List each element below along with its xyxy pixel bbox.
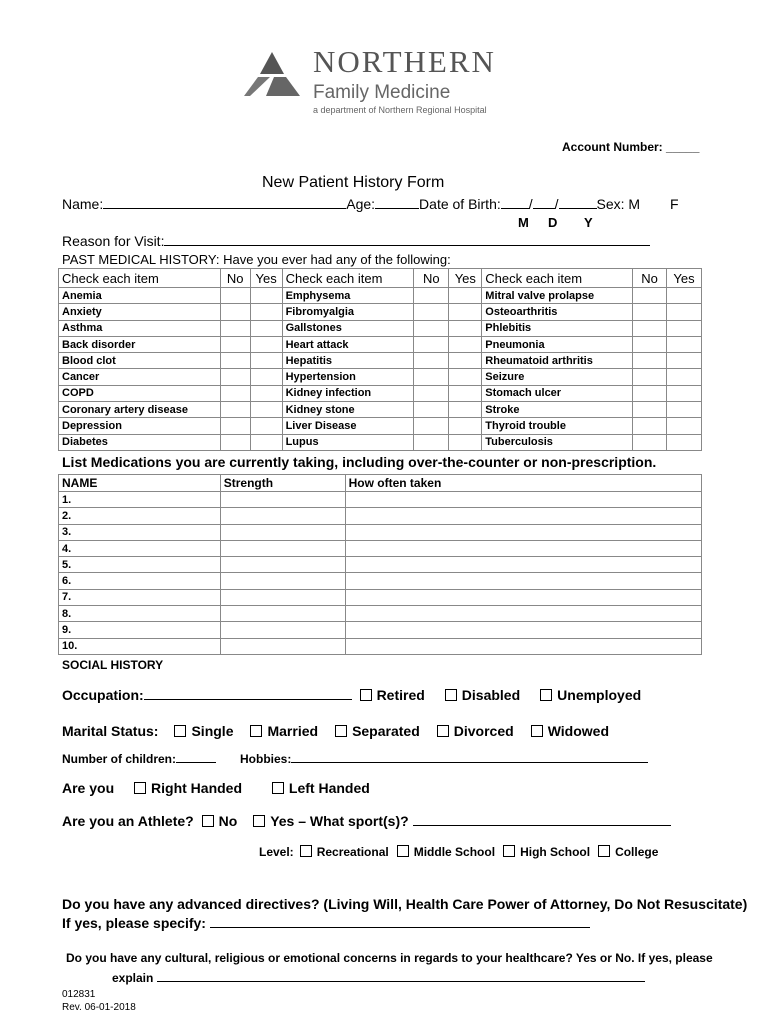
directives-question: Do you have any advanced directives? (Living Will, Health Care Power of Attorney, Do Not Resuscitate) xyxy=(62,896,748,912)
history-row xyxy=(59,288,702,304)
condition-no-cell[interactable] xyxy=(633,402,667,418)
medication-often-cell[interactable] xyxy=(345,508,701,524)
condition-yes-cell[interactable] xyxy=(449,353,482,369)
level-option[interactable] xyxy=(300,845,389,859)
dob-month-hint: M xyxy=(518,215,529,230)
history-row xyxy=(59,369,702,385)
condition-no-cell[interactable] xyxy=(220,336,250,352)
name-label: Name: xyxy=(62,196,104,212)
condition-no-cell[interactable] xyxy=(414,369,449,385)
checkbox-icon[interactable] xyxy=(253,815,265,827)
history-row xyxy=(59,320,702,336)
condition-yes-cell[interactable] xyxy=(250,369,282,385)
brand-department: a department of Northern Regional Hospital xyxy=(313,105,487,115)
condition-yes-cell[interactable] xyxy=(666,320,701,336)
col-header-yes: Yes xyxy=(666,269,701,288)
condition-label: Stroke xyxy=(482,402,633,418)
col-header-item: Check each item xyxy=(282,269,414,288)
option-label: High School xyxy=(520,845,591,859)
condition-no-cell[interactable] xyxy=(414,353,449,369)
medication-often-cell[interactable] xyxy=(345,622,701,638)
condition-label: Diabetes xyxy=(59,434,221,450)
brand-subtitle: Family Medicine xyxy=(313,82,451,103)
medication-name-cell[interactable]: 10. xyxy=(59,638,221,654)
condition-label: COPD xyxy=(59,385,221,401)
condition-yes-cell[interactable] xyxy=(666,385,701,401)
medications-heading: List Medications you are currently taking, including over-the-counter or non-prescription. xyxy=(62,454,657,470)
age-field[interactable] xyxy=(375,196,419,209)
condition-label: Phlebitis xyxy=(482,320,633,336)
directives-ifyes-row xyxy=(62,915,590,931)
medication-name-cell[interactable]: 6. xyxy=(59,573,221,589)
col-header-yes: Yes xyxy=(449,269,482,288)
medication-row xyxy=(59,589,702,605)
condition-label: Seizure xyxy=(482,369,633,385)
hobbies-field[interactable] xyxy=(291,750,648,763)
medication-often-cell[interactable] xyxy=(345,557,701,573)
condition-label: Heart attack xyxy=(282,336,414,352)
checkbox-icon[interactable] xyxy=(202,815,214,827)
left-handed-option[interactable] xyxy=(272,780,370,796)
condition-yes-cell[interactable] xyxy=(250,385,282,401)
medication-name-cell[interactable]: 4. xyxy=(59,540,221,556)
condition-no-cell[interactable] xyxy=(414,336,449,352)
concerns-explain-label: explain xyxy=(112,971,154,985)
marital-label: Marital Status: xyxy=(62,723,159,739)
reason-label: Reason for Visit: xyxy=(62,233,165,249)
condition-label: Pneumonia xyxy=(482,336,633,352)
medication-row xyxy=(59,638,702,654)
right-handed-option[interactable] xyxy=(134,780,242,796)
history-row xyxy=(59,353,702,369)
condition-no-cell[interactable] xyxy=(414,304,449,320)
medication-row xyxy=(59,573,702,589)
athlete-no-option[interactable] xyxy=(202,813,238,829)
condition-no-cell[interactable] xyxy=(220,369,250,385)
medication-often-cell[interactable] xyxy=(345,492,701,508)
level-option[interactable] xyxy=(503,845,590,859)
condition-no-cell[interactable] xyxy=(220,418,250,434)
condition-no-cell[interactable] xyxy=(220,434,250,450)
medication-strength-cell[interactable] xyxy=(220,557,345,573)
col-header-no: No xyxy=(220,269,250,288)
revision-date: Rev. 06-01-2018 xyxy=(62,1002,136,1013)
marital-option[interactable] xyxy=(174,723,233,739)
condition-no-cell[interactable] xyxy=(414,418,449,434)
account-label: Account Number: xyxy=(562,140,663,154)
condition-no-cell[interactable] xyxy=(414,434,449,450)
condition-yes-cell[interactable] xyxy=(250,402,282,418)
condition-label: Lupus xyxy=(282,434,414,450)
condition-yes-cell[interactable] xyxy=(449,336,482,352)
medication-often-cell[interactable] xyxy=(345,573,701,589)
medication-row xyxy=(59,492,702,508)
dob-month-field[interactable] xyxy=(501,196,529,209)
medication-often-cell[interactable] xyxy=(345,638,701,654)
hobbies-label: Hobbies: xyxy=(240,752,292,766)
option-label: Widowed xyxy=(547,723,609,739)
level-label: Level: xyxy=(259,845,294,859)
medication-strength-cell[interactable] xyxy=(220,638,345,654)
history-row xyxy=(59,385,702,401)
checkbox-icon[interactable] xyxy=(540,689,552,701)
marital-option[interactable] xyxy=(335,723,420,739)
history-heading: PAST MEDICAL HISTORY: Have you ever had any of the following: xyxy=(62,252,451,267)
option-label: Married xyxy=(267,723,319,739)
condition-no-cell[interactable] xyxy=(414,385,449,401)
condition-no-cell[interactable] xyxy=(220,353,250,369)
col-header-often: How often taken xyxy=(345,475,701,492)
sport-field[interactable] xyxy=(413,813,671,826)
condition-yes-cell[interactable] xyxy=(449,369,482,385)
medication-strength-cell[interactable] xyxy=(220,540,345,556)
concerns-field[interactable] xyxy=(157,969,645,982)
children-row xyxy=(62,750,648,766)
children-field[interactable] xyxy=(176,750,216,763)
condition-yes-cell[interactable] xyxy=(666,418,701,434)
concerns-explain-row xyxy=(112,969,645,985)
level-option[interactable] xyxy=(397,845,495,859)
condition-label: Hepatitis xyxy=(282,353,414,369)
occupation-option[interactable] xyxy=(360,687,425,703)
medication-name-cell[interactable]: 3. xyxy=(59,524,221,540)
option-label: Disabled xyxy=(461,687,521,703)
reason-field[interactable] xyxy=(164,233,650,246)
marital-option[interactable] xyxy=(531,723,609,739)
condition-label: Mitral valve prolapse xyxy=(482,288,633,304)
medication-name-cell[interactable]: 8. xyxy=(59,606,221,622)
condition-no-cell[interactable] xyxy=(633,434,667,450)
medication-row xyxy=(59,622,702,638)
handed-row xyxy=(62,780,392,796)
condition-yes-cell[interactable] xyxy=(666,336,701,352)
condition-yes-cell[interactable] xyxy=(449,418,482,434)
form-code: 012831 xyxy=(62,989,96,1000)
condition-no-cell[interactable] xyxy=(220,385,250,401)
condition-label: Hypertension xyxy=(282,369,414,385)
condition-yes-cell[interactable] xyxy=(449,434,482,450)
occupation-option[interactable] xyxy=(445,687,520,703)
dob-day-hint: D xyxy=(548,215,558,230)
form-title: New Patient History Form xyxy=(262,174,445,191)
condition-label: Depression xyxy=(59,418,221,434)
history-row xyxy=(59,304,702,320)
option-label: Recreational xyxy=(316,845,389,859)
sex-label[interactable]: Sex: M xyxy=(596,196,641,212)
condition-label: Thyroid trouble xyxy=(482,418,633,434)
medication-row xyxy=(59,524,702,540)
medication-name-cell[interactable]: 1. xyxy=(59,492,221,508)
occupation-field[interactable] xyxy=(144,687,352,700)
col-header-no: No xyxy=(633,269,667,288)
condition-yes-cell[interactable] xyxy=(666,353,701,369)
medication-strength-cell[interactable] xyxy=(220,606,345,622)
condition-yes-cell[interactable] xyxy=(666,402,701,418)
medication-often-cell[interactable] xyxy=(345,589,701,605)
athlete-yes-option[interactable] xyxy=(253,813,408,829)
condition-label: Gallstones xyxy=(282,320,414,336)
medication-strength-cell[interactable] xyxy=(220,589,345,605)
checkbox-icon[interactable] xyxy=(272,782,284,794)
dob-slash: / xyxy=(554,196,559,212)
col-header-name: NAME xyxy=(59,475,221,492)
condition-no-cell[interactable] xyxy=(633,418,667,434)
dob-year-hint: Y xyxy=(584,215,593,230)
account-field[interactable]: _____ xyxy=(666,140,700,154)
col-header-no: No xyxy=(414,269,449,288)
condition-no-cell[interactable] xyxy=(633,385,667,401)
checkbox-icon[interactable] xyxy=(174,725,186,737)
condition-yes-cell[interactable] xyxy=(449,288,482,304)
history-row xyxy=(59,418,702,434)
condition-yes-cell[interactable] xyxy=(250,320,282,336)
marital-option[interactable] xyxy=(437,723,514,739)
condition-label: Blood clot xyxy=(59,353,221,369)
option-label: No xyxy=(218,813,238,829)
condition-yes-cell[interactable] xyxy=(250,304,282,320)
condition-label: Anxiety xyxy=(59,304,221,320)
col-header-yes: Yes xyxy=(250,269,282,288)
condition-no-cell[interactable] xyxy=(414,320,449,336)
col-header-item: Check each item xyxy=(59,269,221,288)
reason-row xyxy=(62,233,650,249)
handed-label: Are you xyxy=(62,780,115,796)
marital-option[interactable] xyxy=(250,723,318,739)
condition-yes-cell[interactable] xyxy=(449,385,482,401)
condition-yes-cell[interactable] xyxy=(666,304,701,320)
level-option[interactable] xyxy=(598,845,658,859)
medication-strength-cell[interactable] xyxy=(220,492,345,508)
condition-yes-cell[interactable] xyxy=(449,304,482,320)
condition-label: Anemia xyxy=(59,288,221,304)
condition-yes-cell[interactable] xyxy=(250,434,282,450)
condition-label: Fibromyalgia xyxy=(282,304,414,320)
option-label: Retired xyxy=(376,687,425,703)
account-number xyxy=(562,140,699,154)
medication-row xyxy=(59,540,702,556)
directives-ifyes-label: If yes, please specify: xyxy=(62,915,206,931)
athlete-label: Are you an Athlete? xyxy=(62,813,194,829)
option-label: Divorced xyxy=(453,723,514,739)
history-row xyxy=(59,336,702,352)
age-label: Age: xyxy=(346,196,376,212)
history-row xyxy=(59,402,702,418)
condition-label: Stomach ulcer xyxy=(482,385,633,401)
medication-often-cell[interactable] xyxy=(345,524,701,540)
athlete-row xyxy=(62,813,671,829)
medication-strength-cell[interactable] xyxy=(220,573,345,589)
condition-no-cell[interactable] xyxy=(633,304,667,320)
condition-label: Coronary artery disease xyxy=(59,402,221,418)
condition-label: Osteoarthritis xyxy=(482,304,633,320)
condition-label: Kidney infection xyxy=(282,385,414,401)
condition-yes-cell[interactable] xyxy=(250,288,282,304)
condition-no-cell[interactable] xyxy=(220,288,250,304)
occupation-label: Occupation: xyxy=(62,687,144,703)
condition-no-cell[interactable] xyxy=(220,402,250,418)
medication-strength-cell[interactable] xyxy=(220,524,345,540)
checkbox-icon[interactable] xyxy=(250,725,262,737)
medication-row xyxy=(59,606,702,622)
medications-table xyxy=(58,474,702,655)
medication-name-cell[interactable]: 7. xyxy=(59,589,221,605)
condition-yes-cell[interactable] xyxy=(250,418,282,434)
condition-yes-cell[interactable] xyxy=(250,336,282,352)
condition-no-cell[interactable] xyxy=(220,304,250,320)
option-label: Left Handed xyxy=(288,780,370,796)
checkbox-icon[interactable] xyxy=(445,689,457,701)
children-label: Number of children: xyxy=(62,752,177,766)
medication-often-cell[interactable] xyxy=(345,606,701,622)
medication-strength-cell[interactable] xyxy=(220,622,345,638)
condition-label: Asthma xyxy=(59,320,221,336)
condition-no-cell[interactable] xyxy=(633,320,667,336)
condition-yes-cell[interactable] xyxy=(666,434,701,450)
col-header-item: Check each item xyxy=(482,269,633,288)
condition-yes-cell[interactable] xyxy=(449,320,482,336)
dob-label: Date of Birth: xyxy=(419,196,501,212)
history-table xyxy=(58,268,702,451)
condition-no-cell[interactable] xyxy=(414,288,449,304)
condition-label: Liver Disease xyxy=(282,418,414,434)
checkbox-icon[interactable] xyxy=(503,845,515,857)
checkbox-icon[interactable] xyxy=(397,845,409,857)
medication-name-cell[interactable]: 9. xyxy=(59,622,221,638)
dob-day-field[interactable] xyxy=(533,196,555,209)
condition-yes-cell[interactable] xyxy=(666,369,701,385)
condition-no-cell[interactable] xyxy=(414,402,449,418)
condition-no-cell[interactable] xyxy=(220,320,250,336)
condition-no-cell[interactable] xyxy=(633,336,667,352)
medication-often-cell[interactable] xyxy=(345,540,701,556)
checkbox-icon[interactable] xyxy=(437,725,449,737)
condition-label: Back disorder xyxy=(59,336,221,352)
condition-no-cell[interactable] xyxy=(633,353,667,369)
condition-no-cell[interactable] xyxy=(633,288,667,304)
checkbox-icon[interactable] xyxy=(360,689,372,701)
medication-row xyxy=(59,508,702,524)
condition-label: Tuberculosis xyxy=(482,434,633,450)
option-label: Yes – What sport(s)? xyxy=(270,813,409,829)
directives-field[interactable] xyxy=(210,915,590,928)
social-heading: SOCIAL HISTORY xyxy=(62,658,164,672)
option-label: Right Handed xyxy=(151,780,243,796)
condition-yes-cell[interactable] xyxy=(250,353,282,369)
dob-slash: / xyxy=(528,196,533,212)
option-label: Middle School xyxy=(413,845,496,859)
checkbox-icon[interactable] xyxy=(134,782,146,794)
checkbox-icon[interactable] xyxy=(300,845,312,857)
concerns-question: Do you have any cultural, religious or emotional concerns in regards to your healthcare? Yes or No. If yes, please xyxy=(66,951,713,965)
condition-yes-cell[interactable] xyxy=(449,402,482,418)
medication-row xyxy=(59,557,702,573)
medication-name-cell[interactable]: 5. xyxy=(59,557,221,573)
option-label: College xyxy=(615,845,659,859)
history-row xyxy=(59,434,702,450)
level-row xyxy=(259,845,666,859)
medication-strength-cell[interactable] xyxy=(220,508,345,524)
dob-year-field[interactable] xyxy=(559,196,597,209)
condition-label: Emphysema xyxy=(282,288,414,304)
option-label: Unemployed xyxy=(557,687,642,703)
marital-row xyxy=(62,723,626,739)
occupation-row xyxy=(62,687,661,703)
checkbox-icon[interactable] xyxy=(598,845,610,857)
condition-label: Rheumatoid arthritis xyxy=(482,353,633,369)
condition-yes-cell[interactable] xyxy=(666,288,701,304)
option-label: Separated xyxy=(352,723,420,739)
option-label: Single xyxy=(191,723,234,739)
medication-name-cell[interactable]: 2. xyxy=(59,508,221,524)
checkbox-icon[interactable] xyxy=(531,725,543,737)
sex-f-option[interactable]: F xyxy=(670,196,679,212)
name-row xyxy=(62,196,640,212)
name-field[interactable] xyxy=(103,196,346,209)
logo-mark-icon xyxy=(244,50,300,98)
occupation-option[interactable] xyxy=(540,687,641,703)
brand-name: NORTHERN xyxy=(313,44,496,79)
condition-no-cell[interactable] xyxy=(633,369,667,385)
condition-label: Cancer xyxy=(59,369,221,385)
checkbox-icon[interactable] xyxy=(335,725,347,737)
condition-label: Kidney stone xyxy=(282,402,414,418)
col-header-strength: Strength xyxy=(220,475,345,492)
